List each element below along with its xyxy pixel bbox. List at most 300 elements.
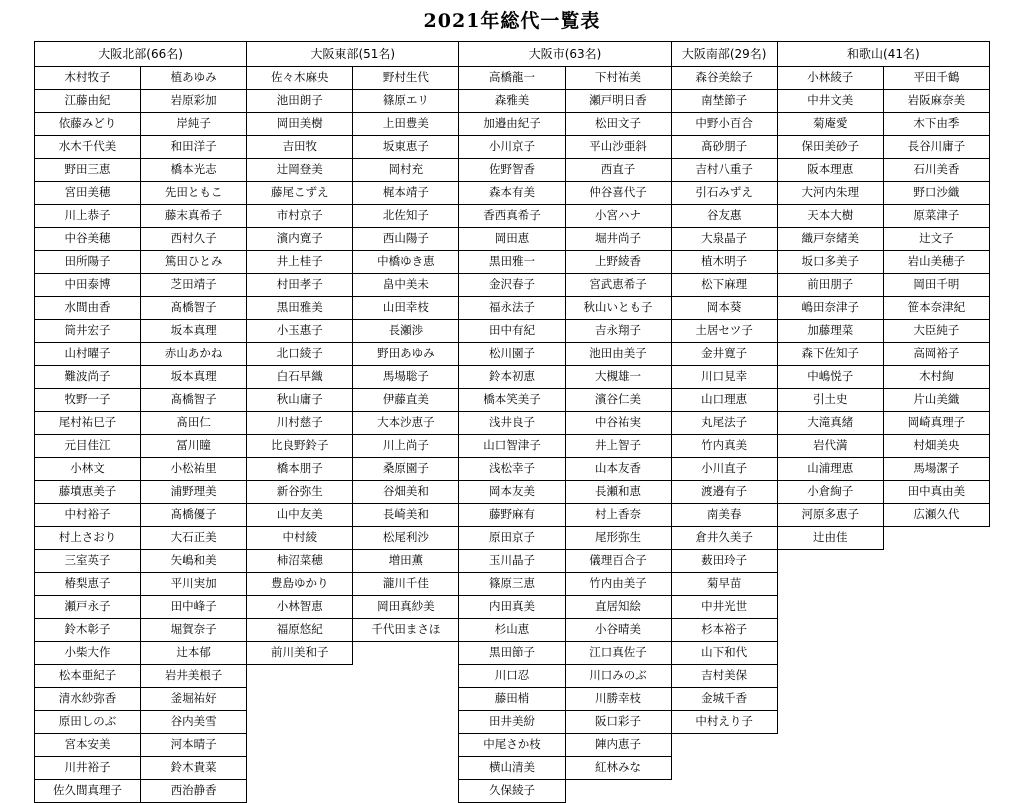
name-cell: 片山美織 <box>883 389 989 412</box>
name-cell: 小谷晴美 <box>565 619 671 642</box>
name-cell: 南美春 <box>671 504 777 527</box>
name-cell: 森谷美絵子 <box>671 67 777 90</box>
roster-table <box>34 41 990 803</box>
name-cell: 吉永翔子 <box>565 320 671 343</box>
table-row <box>35 573 990 596</box>
name-cell: 小林綾子 <box>777 67 883 90</box>
name-cell: 水間由香 <box>35 297 141 320</box>
name-cell: 小川直子 <box>671 458 777 481</box>
name-cell: 加邉由紀子 <box>459 113 565 136</box>
name-cell: 竹内真美 <box>671 435 777 458</box>
name-cell: 辻文子 <box>883 228 989 251</box>
name-cell: 長瀬和恵 <box>565 481 671 504</box>
name-cell: 小林文 <box>35 458 141 481</box>
empty-cell <box>353 757 459 780</box>
name-cell: 中村えり子 <box>671 711 777 734</box>
name-cell: 平田千鶴 <box>883 67 989 90</box>
name-cell: 伊藤直美 <box>353 389 459 412</box>
empty-cell <box>247 757 353 780</box>
empty-cell <box>777 596 883 619</box>
name-cell: 横山清美 <box>459 757 565 780</box>
name-cell: 岩山美穂子 <box>883 251 989 274</box>
name-cell: 大本沙恵子 <box>353 412 459 435</box>
name-cell: 市村京子 <box>247 205 353 228</box>
name-cell: 豊島ゆかり <box>247 573 353 596</box>
table-body <box>35 67 990 803</box>
name-cell: 谷内美雪 <box>141 711 247 734</box>
name-cell: 藤野麻有 <box>459 504 565 527</box>
name-cell: 先田ともこ <box>141 182 247 205</box>
name-cell: 宮本安美 <box>35 734 141 757</box>
name-cell: 中嶋悦子 <box>777 366 883 389</box>
name-cell: 大泉晶子 <box>671 228 777 251</box>
empty-cell <box>883 734 989 757</box>
name-cell: 岡田真紗美 <box>353 596 459 619</box>
name-cell: 堀井尚子 <box>565 228 671 251</box>
name-cell: 髙砂朋子 <box>671 136 777 159</box>
name-cell: 坂本真理 <box>141 320 247 343</box>
name-cell: 長谷川庸子 <box>883 136 989 159</box>
name-cell: 鈴木貴菜 <box>141 757 247 780</box>
name-cell: 中井文美 <box>777 90 883 113</box>
name-cell: 堀賀奈子 <box>141 619 247 642</box>
name-cell: 中尾さか枝 <box>459 734 565 757</box>
empty-cell <box>565 780 671 803</box>
name-cell: 広瀬久代 <box>883 504 989 527</box>
name-cell: 中谷祐実 <box>565 412 671 435</box>
table-row <box>35 642 990 665</box>
empty-cell <box>777 711 883 734</box>
name-cell: 玉川晶子 <box>459 550 565 573</box>
name-cell: 山口智津子 <box>459 435 565 458</box>
name-cell: 西直子 <box>565 159 671 182</box>
empty-cell <box>883 550 989 573</box>
name-cell: 村田孝子 <box>247 274 353 297</box>
name-cell: 陣内恵子 <box>565 734 671 757</box>
name-cell: 冨川瞳 <box>141 435 247 458</box>
name-cell: 山中友美 <box>247 504 353 527</box>
name-cell: 髙田仁 <box>141 412 247 435</box>
table-row <box>35 435 990 458</box>
name-cell: 岡本友美 <box>459 481 565 504</box>
table-row <box>35 481 990 504</box>
name-cell: 佐々木麻央 <box>247 67 353 90</box>
name-cell: 松下麻理 <box>671 274 777 297</box>
empty-cell <box>883 757 989 780</box>
name-cell: 山村曜子 <box>35 343 141 366</box>
table-row <box>35 274 990 297</box>
name-cell: 織戸奈緒美 <box>777 228 883 251</box>
name-cell: 岩代満 <box>777 435 883 458</box>
empty-cell <box>777 642 883 665</box>
name-cell: 佐野智香 <box>459 159 565 182</box>
name-cell: 北口綾子 <box>247 343 353 366</box>
name-cell: 馬場潔子 <box>883 458 989 481</box>
name-cell: 鈴木彰子 <box>35 619 141 642</box>
name-cell: 高岡裕子 <box>883 343 989 366</box>
name-cell: 赤山あかね <box>141 343 247 366</box>
name-cell: 小林智恵 <box>247 596 353 619</box>
name-cell: 辻由佳 <box>777 527 883 550</box>
table-row <box>35 228 990 251</box>
name-cell: 坂本真理 <box>141 366 247 389</box>
empty-cell <box>883 619 989 642</box>
name-cell: 田中峰子 <box>141 596 247 619</box>
name-cell: 土居セツ子 <box>671 320 777 343</box>
name-cell: 岡田恵 <box>459 228 565 251</box>
name-cell: 岡田千明 <box>883 274 989 297</box>
name-cell: 坂口多美子 <box>777 251 883 274</box>
name-cell: 牧野一子 <box>35 389 141 412</box>
name-cell: 小柴大作 <box>35 642 141 665</box>
name-cell: 金城千香 <box>671 688 777 711</box>
name-cell: 大滝真緒 <box>777 412 883 435</box>
name-cell: 中井光世 <box>671 596 777 619</box>
group-header-row <box>35 42 990 67</box>
name-cell: 髙橋優子 <box>141 504 247 527</box>
name-cell: 中村綾 <box>247 527 353 550</box>
table-row <box>35 665 990 688</box>
empty-cell <box>777 757 883 780</box>
name-cell: 儀理百合子 <box>565 550 671 573</box>
name-cell: 尾村祐巳子 <box>35 412 141 435</box>
name-cell: 上野綾香 <box>565 251 671 274</box>
name-cell: 木下由季 <box>883 113 989 136</box>
table-row <box>35 251 990 274</box>
name-cell: 宮田美穂 <box>35 182 141 205</box>
name-cell: 阪口彩子 <box>565 711 671 734</box>
name-cell: 山口理恵 <box>671 389 777 412</box>
name-cell: 下村祐美 <box>565 67 671 90</box>
name-cell: 瀬戸永子 <box>35 596 141 619</box>
name-cell: 岸純子 <box>141 113 247 136</box>
name-cell: 森下佐知子 <box>777 343 883 366</box>
name-cell: 松本亜紀子 <box>35 665 141 688</box>
empty-cell <box>883 596 989 619</box>
table-row <box>35 504 990 527</box>
empty-cell <box>883 711 989 734</box>
name-cell: 平川実加 <box>141 573 247 596</box>
name-cell: 小倉絢子 <box>777 481 883 504</box>
name-cell: 辻岡登美 <box>247 159 353 182</box>
name-cell: 川口忍 <box>459 665 565 688</box>
name-cell: 渡邉有子 <box>671 481 777 504</box>
table-row <box>35 757 990 780</box>
empty-cell <box>671 780 777 803</box>
table-row <box>35 343 990 366</box>
empty-cell <box>353 665 459 688</box>
name-cell: 尾形弥生 <box>565 527 671 550</box>
empty-cell <box>247 780 353 803</box>
name-cell: 金井寛子 <box>671 343 777 366</box>
name-cell: 川口見幸 <box>671 366 777 389</box>
name-cell: 野田あゆみ <box>353 343 459 366</box>
name-cell: 吉村八重子 <box>671 159 777 182</box>
name-cell: 岡村充 <box>353 159 459 182</box>
name-cell: 村上さおり <box>35 527 141 550</box>
table-row <box>35 320 990 343</box>
name-cell: 江口真佐子 <box>565 642 671 665</box>
name-cell: 西村久子 <box>141 228 247 251</box>
table-row <box>35 159 990 182</box>
name-cell: 香西真希子 <box>459 205 565 228</box>
name-cell: 原田しのぶ <box>35 711 141 734</box>
name-cell: 西山陽子 <box>353 228 459 251</box>
name-cell: 福原悠紀 <box>247 619 353 642</box>
empty-cell <box>777 734 883 757</box>
table-row <box>35 205 990 228</box>
name-cell: 中橋ゆき恵 <box>353 251 459 274</box>
name-cell: 藤田梢 <box>459 688 565 711</box>
name-cell: 池田朗子 <box>247 90 353 113</box>
name-cell: 矢嶋和美 <box>141 550 247 573</box>
name-cell: 芝田靖子 <box>141 274 247 297</box>
table-row <box>35 136 990 159</box>
name-cell: 原菜津子 <box>883 205 989 228</box>
name-cell: 大河内朱理 <box>777 182 883 205</box>
name-cell: 浅井良子 <box>459 412 565 435</box>
name-cell: 川上恭子 <box>35 205 141 228</box>
name-cell: 前田朋子 <box>777 274 883 297</box>
name-cell: 濱内寛子 <box>247 228 353 251</box>
name-cell: 長瀬渉 <box>353 320 459 343</box>
name-cell: 高橋龍一 <box>459 67 565 90</box>
empty-cell <box>883 780 989 803</box>
name-cell: 岩阪麻奈美 <box>883 90 989 113</box>
name-cell: 瀧川千佳 <box>353 573 459 596</box>
empty-cell <box>777 550 883 573</box>
name-cell: 加藤理菜 <box>777 320 883 343</box>
name-cell: 河本晴子 <box>141 734 247 757</box>
name-cell: 畠中美未 <box>353 274 459 297</box>
name-cell: 岡崎真理子 <box>883 412 989 435</box>
name-cell: 南埜節子 <box>671 90 777 113</box>
name-cell: 藤墳恵美子 <box>35 481 141 504</box>
empty-cell <box>247 734 353 757</box>
name-cell: 水木千代美 <box>35 136 141 159</box>
name-cell: 植あゆみ <box>141 67 247 90</box>
name-cell: 山下和代 <box>671 642 777 665</box>
name-cell: 新谷弥生 <box>247 481 353 504</box>
name-cell: 仲谷喜代子 <box>565 182 671 205</box>
name-cell: 小川京子 <box>459 136 565 159</box>
name-cell: 野田三恵 <box>35 159 141 182</box>
empty-cell <box>353 711 459 734</box>
name-cell: 濱谷仁美 <box>565 389 671 412</box>
page-title: 2021年総代一覧表 <box>423 10 601 32</box>
name-cell: 長崎美和 <box>353 504 459 527</box>
empty-cell <box>777 619 883 642</box>
empty-cell <box>777 780 883 803</box>
name-cell: 野村生代 <box>353 67 459 90</box>
name-cell: 橋本朋子 <box>247 458 353 481</box>
name-cell: 釜堀祐好 <box>141 688 247 711</box>
empty-cell <box>353 734 459 757</box>
name-cell: 大石正美 <box>141 527 247 550</box>
name-cell: 橋本笑美子 <box>459 389 565 412</box>
name-cell: 菊庵愛 <box>777 113 883 136</box>
name-cell: 阪本理恵 <box>777 159 883 182</box>
table-row <box>35 619 990 642</box>
name-cell: 松田文子 <box>565 113 671 136</box>
group-header-4: 和歌山(41名) <box>777 42 989 67</box>
name-cell: 紅林みな <box>565 757 671 780</box>
name-cell: 西治静香 <box>141 780 247 803</box>
name-cell: 薮田玲子 <box>671 550 777 573</box>
empty-cell <box>353 780 459 803</box>
empty-cell <box>777 688 883 711</box>
name-cell: 桑原園子 <box>353 458 459 481</box>
name-cell: 嶋田奈津子 <box>777 297 883 320</box>
name-cell: 椿梨恵子 <box>35 573 141 596</box>
name-cell: 中村裕子 <box>35 504 141 527</box>
name-cell: 川上尚子 <box>353 435 459 458</box>
empty-cell <box>883 642 989 665</box>
table-row <box>35 412 990 435</box>
roster-table-container <box>0 41 1024 803</box>
name-cell: 藤末真希子 <box>141 205 247 228</box>
empty-cell <box>671 734 777 757</box>
table-row <box>35 297 990 320</box>
table-row <box>35 113 990 136</box>
name-cell: 篤田ひとみ <box>141 251 247 274</box>
table-row <box>35 711 990 734</box>
name-cell: 引石みずえ <box>671 182 777 205</box>
name-cell: 保田美砂子 <box>777 136 883 159</box>
name-cell: 篠原エリ <box>353 90 459 113</box>
name-cell: 梶本靖子 <box>353 182 459 205</box>
name-cell: 池田由美子 <box>565 343 671 366</box>
table-row <box>35 688 990 711</box>
group-header-0: 大阪北部(66名) <box>35 42 247 67</box>
name-cell: 田中有紀 <box>459 320 565 343</box>
group-header-1: 大阪東部(51名) <box>247 42 459 67</box>
name-cell: 坂東恵子 <box>353 136 459 159</box>
name-cell: 山田幸枝 <box>353 297 459 320</box>
empty-cell <box>883 665 989 688</box>
name-cell: 河原多恵子 <box>777 504 883 527</box>
group-header-2: 大阪市(63名) <box>459 42 671 67</box>
name-cell: 鈴本初恵 <box>459 366 565 389</box>
name-cell: 田中真由美 <box>883 481 989 504</box>
name-cell: 杉山恵 <box>459 619 565 642</box>
name-cell: 難波尚子 <box>35 366 141 389</box>
table-row <box>35 67 990 90</box>
group-header-3: 大阪南部(29名) <box>671 42 777 67</box>
name-cell: 天本大樹 <box>777 205 883 228</box>
name-cell: 小松祐里 <box>141 458 247 481</box>
name-cell: 元目佳江 <box>35 435 141 458</box>
name-cell: 川井裕子 <box>35 757 141 780</box>
name-cell: 瀬戸明日香 <box>565 90 671 113</box>
table-row <box>35 734 990 757</box>
name-cell: 田井美紛 <box>459 711 565 734</box>
name-cell: 原田京子 <box>459 527 565 550</box>
name-cell: 黒田雅美 <box>247 297 353 320</box>
name-cell: 中谷美穂 <box>35 228 141 251</box>
table-row <box>35 780 990 803</box>
name-cell: 森雅美 <box>459 90 565 113</box>
name-cell: 前川美和子 <box>247 642 353 665</box>
name-cell: 柿沼菜穂 <box>247 550 353 573</box>
name-cell: 篠原三恵 <box>459 573 565 596</box>
name-cell: 平山沙亜斜 <box>565 136 671 159</box>
name-cell: 松尾利沙 <box>353 527 459 550</box>
name-cell: 黒田雅一 <box>459 251 565 274</box>
name-cell: 北佐知子 <box>353 205 459 228</box>
name-cell: 井上智子 <box>565 435 671 458</box>
name-cell: 浦野理美 <box>141 481 247 504</box>
name-cell: 松川園子 <box>459 343 565 366</box>
name-cell: 倉井久美子 <box>671 527 777 550</box>
name-cell: 内田真美 <box>459 596 565 619</box>
table-head <box>35 42 990 67</box>
name-cell: 野口沙織 <box>883 182 989 205</box>
name-cell: 井上桂子 <box>247 251 353 274</box>
name-cell: 依藤みどり <box>35 113 141 136</box>
empty-cell <box>671 757 777 780</box>
empty-cell <box>883 688 989 711</box>
name-cell: 秋山庸子 <box>247 389 353 412</box>
empty-cell <box>247 665 353 688</box>
empty-cell <box>777 573 883 596</box>
name-cell: 谷友惠 <box>671 205 777 228</box>
name-cell: 辻本郁 <box>141 642 247 665</box>
empty-cell <box>353 642 459 665</box>
name-cell: 植木明子 <box>671 251 777 274</box>
name-cell: 山本友香 <box>565 458 671 481</box>
name-cell: 江藤由紀 <box>35 90 141 113</box>
name-cell: 髙橋智子 <box>141 389 247 412</box>
name-cell: 川口みのぶ <box>565 665 671 688</box>
empty-cell <box>247 711 353 734</box>
table-row <box>35 596 990 619</box>
empty-cell <box>777 665 883 688</box>
name-cell: 岡本葵 <box>671 297 777 320</box>
name-cell: 浅松幸子 <box>459 458 565 481</box>
name-cell: 岡田美樹 <box>247 113 353 136</box>
name-cell: 谷畑美和 <box>353 481 459 504</box>
name-cell: 木村絢 <box>883 366 989 389</box>
name-cell: 上田豊美 <box>353 113 459 136</box>
name-cell: 引土史 <box>777 389 883 412</box>
name-cell: 吉村美保 <box>671 665 777 688</box>
name-cell: 吉田牧 <box>247 136 353 159</box>
name-cell: 小玉惠子 <box>247 320 353 343</box>
name-cell: 中野小百合 <box>671 113 777 136</box>
name-cell: 木村牧子 <box>35 67 141 90</box>
name-cell: 筒井宏子 <box>35 320 141 343</box>
name-cell: 笹本奈津紀 <box>883 297 989 320</box>
name-cell: 岩原彩加 <box>141 90 247 113</box>
name-cell: 大槻雄一 <box>565 366 671 389</box>
name-cell: 岩井美根子 <box>141 665 247 688</box>
name-cell: 小宮ハナ <box>565 205 671 228</box>
name-cell: 川勝幸枝 <box>565 688 671 711</box>
name-cell: 村上香奈 <box>565 504 671 527</box>
name-cell: 清水紗弥香 <box>35 688 141 711</box>
name-cell: 増田薫 <box>353 550 459 573</box>
name-cell: 川村慈子 <box>247 412 353 435</box>
empty-cell <box>353 688 459 711</box>
name-cell: 田所陽子 <box>35 251 141 274</box>
table-row <box>35 458 990 481</box>
name-cell: 大臣純子 <box>883 320 989 343</box>
name-cell: 村畑美央 <box>883 435 989 458</box>
table-row <box>35 550 990 573</box>
name-cell: 馬場聡子 <box>353 366 459 389</box>
name-cell: 千代田まさほ <box>353 619 459 642</box>
